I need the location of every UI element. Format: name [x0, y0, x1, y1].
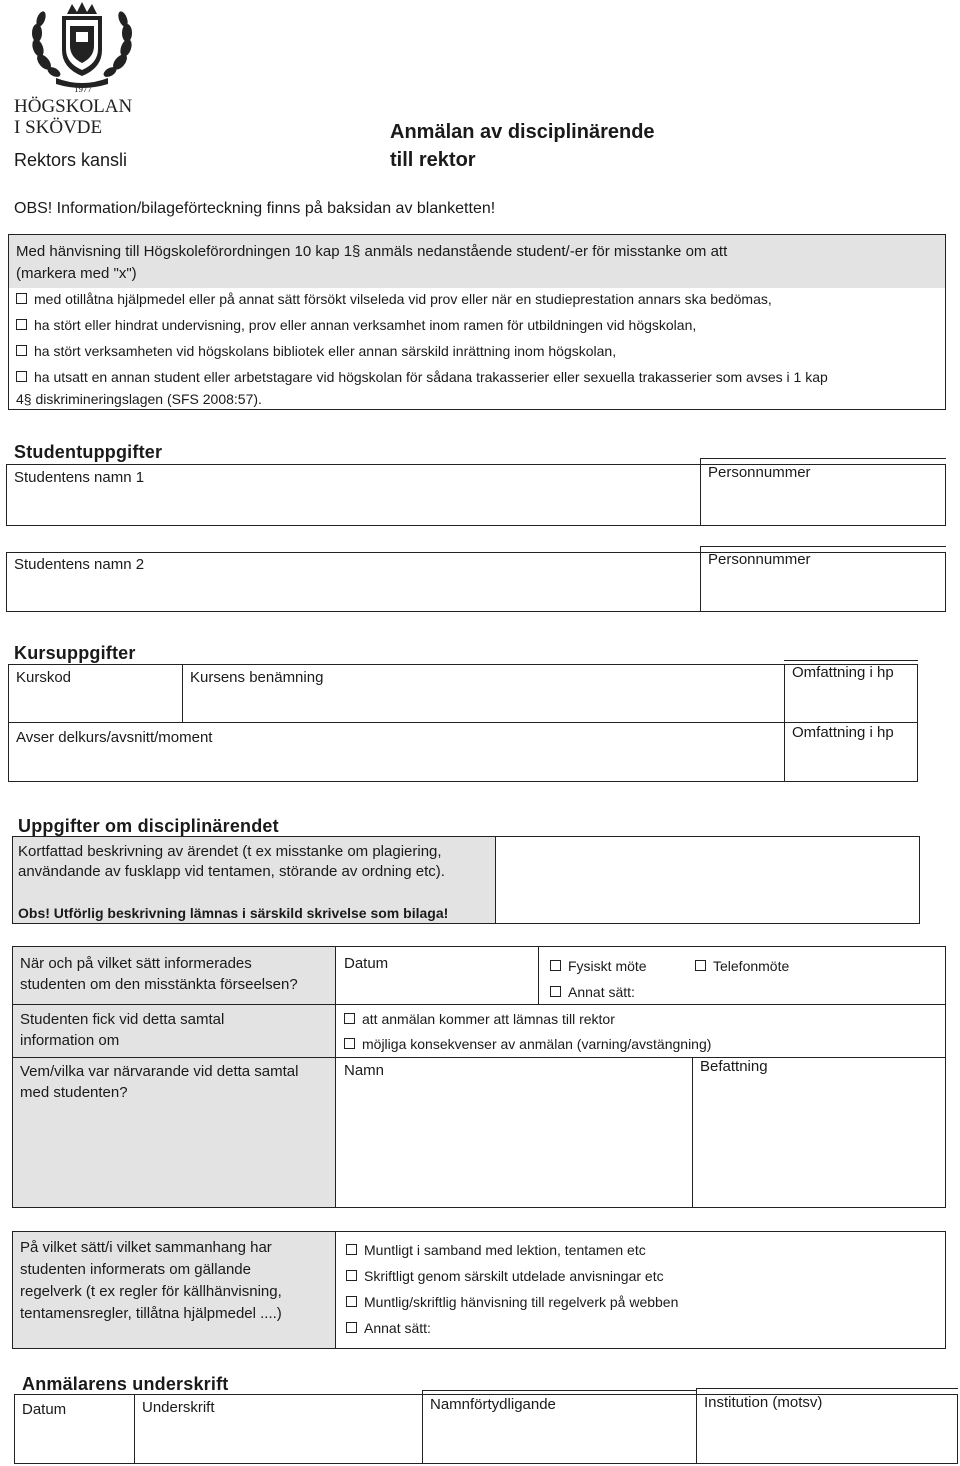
form-title-line1: Anmälan av disciplinärende	[390, 121, 655, 143]
divider	[335, 1231, 336, 1349]
divider	[182, 664, 183, 722]
divider	[134, 1394, 135, 1464]
case-section-title: Uppgifter om disciplinärendet	[18, 816, 279, 836]
course-part-field[interactable]	[10, 750, 782, 780]
info-physical-meeting-option[interactable]	[550, 957, 647, 975]
signature-date-label: Datum	[22, 1401, 67, 1418]
divider	[538, 946, 539, 1004]
checkbox[interactable]	[695, 960, 706, 971]
divider	[12, 1004, 946, 1005]
info-who-line2: med studenten?	[20, 1084, 128, 1101]
signature-institution-label: Institution (motsv)	[704, 1394, 823, 1411]
divider	[692, 1057, 693, 1208]
course-code-label: Kurskod	[16, 669, 72, 686]
student-pnr-2-label: Personnummer	[708, 551, 811, 568]
form-title	[390, 118, 655, 174]
divider	[696, 1388, 958, 1389]
info-name-field[interactable]	[340, 1082, 688, 1204]
course-section-title: Kursuppgifter	[14, 643, 136, 663]
intro-option-3-label: ha stört verksamheten vid högskolans bibliotek eller annan särskild inrättning inom högskolan,	[34, 343, 617, 359]
info-when-line2: studenten om den misstänkta förseelsen?	[20, 976, 298, 993]
intro-option-2-label: ha stört eller hindrat undervisning, prov eller annan verksamhet inom ramen för utbildningen vid högskolan,	[34, 317, 697, 333]
signature-date-field[interactable]	[16, 1422, 132, 1462]
checkbox[interactable]	[16, 319, 27, 330]
case-desc-line1: Kortfattad beskrivning av ärendet (t ex misstanke om plagiering,	[18, 843, 442, 860]
info-name-label: Namn	[344, 1062, 385, 1079]
checkbox[interactable]	[346, 1322, 357, 1333]
checkbox[interactable]	[16, 345, 27, 356]
info-when-line1: När och på vilket sätt informerades	[20, 955, 252, 972]
info-date-field[interactable]	[340, 975, 534, 1001]
checkbox[interactable]	[550, 960, 561, 971]
divider	[700, 458, 701, 526]
info-physical-meeting-label: Fysiskt möte	[568, 958, 647, 974]
info-got-line2: information om	[20, 1032, 120, 1049]
rules-option-2[interactable]	[346, 1267, 664, 1285]
case-desc-line2: användande av fusklapp vid tentamen, störande av ordning etc).	[18, 863, 445, 880]
intro-option-3[interactable]	[16, 342, 616, 360]
divider	[335, 946, 336, 1208]
logo-year: 1977	[74, 84, 92, 94]
course-name-label: Kursens benämning	[190, 669, 324, 686]
rules-option-2-label: Skriftligt genom särskilt utdelade anvisningar etc	[364, 1268, 664, 1284]
signature-institution-field[interactable]	[698, 1418, 956, 1462]
course-code-field[interactable]	[10, 690, 180, 720]
course-hp-2-field[interactable]	[786, 748, 916, 780]
rules-option-3[interactable]	[346, 1293, 678, 1311]
info-phone-meeting-option[interactable]	[695, 957, 789, 975]
form-title-line2: till rektor	[390, 149, 476, 171]
intro-option-4-label: ha utsatt en annan student eller arbetstagare vid högskolan för sådana trakasserier eller sexuella trakasserier som avses i 1 kap	[34, 369, 828, 385]
course-hp-1-label: Omfattning i hp	[792, 664, 894, 681]
intro-option-1[interactable]	[16, 290, 772, 308]
student-pnr-2-field[interactable]	[702, 574, 944, 610]
divider	[422, 1390, 696, 1391]
rules-option-1[interactable]	[346, 1241, 646, 1259]
divider	[696, 1388, 697, 1464]
checkbox[interactable]	[550, 986, 561, 997]
info-who-line1: Vem/vilka var närvarande vid detta samtal	[20, 1063, 299, 1080]
divider	[700, 546, 946, 547]
checkbox[interactable]	[346, 1244, 357, 1255]
signature-sign-field[interactable]	[136, 1422, 420, 1462]
checkbox[interactable]	[346, 1296, 357, 1307]
university-logo	[22, 2, 142, 90]
checkbox[interactable]	[344, 1013, 355, 1024]
divider	[422, 1390, 423, 1464]
signature-clarification-label: Namnförtydligande	[430, 1396, 556, 1413]
divider	[700, 546, 701, 612]
course-part-label: Avser delkurs/avsnitt/moment	[16, 729, 213, 746]
signature-sign-label: Underskrift	[142, 1399, 215, 1416]
intro-option-4[interactable]	[16, 368, 828, 386]
info-got-line1: Studenten fick vid detta samtal	[20, 1011, 225, 1028]
rules-question-line1: På vilket sätt/i vilket sammanhang har	[20, 1239, 272, 1256]
student-pnr-1-label: Personnummer	[708, 464, 811, 481]
info-got-option-2-label: möjliga konsekvenser av anmälan (varning/avstängning)	[362, 1036, 712, 1052]
obs-note: OBS! Information/bilageförteckning finns på baksidan av blanketten!	[14, 200, 496, 217]
checkbox[interactable]	[344, 1038, 355, 1049]
intro-option-2[interactable]	[16, 316, 696, 334]
divider	[784, 660, 918, 661]
info-date-label: Datum	[344, 955, 389, 972]
info-position-field[interactable]	[696, 1080, 942, 1204]
info-got-option-2[interactable]	[344, 1035, 711, 1053]
checkbox[interactable]	[16, 371, 27, 382]
student-name-1-field[interactable]	[6, 490, 698, 524]
course-hp-2-label: Omfattning i hp	[792, 724, 894, 741]
rules-question-line4: tentamensregler, tillåtna hjälpmedel ....)	[20, 1305, 282, 1322]
rules-option-3-label: Muntlig/skriftlig hänvisning till regelverk på webben	[364, 1294, 679, 1310]
case-obs-note: Obs! Utförlig beskrivning lämnas i särskild skrivelse som bilaga!	[18, 905, 449, 921]
info-got-option-1[interactable]	[344, 1010, 615, 1028]
info-phone-meeting-label: Telefonmöte	[713, 958, 790, 974]
intro-line1: Med hänvisning till Högskoleförordningen 10 kap 1§ anmäls nedanstående student/-er för misstanke om att	[16, 243, 728, 260]
crest-icon	[22, 2, 142, 90]
checkbox[interactable]	[346, 1270, 357, 1281]
signature-clarification-field[interactable]	[424, 1420, 694, 1462]
intro-option-1-label: med otillåtna hjälpmedel eller på annat sätt försökt vilseleda vid prov eller när en studieprestation annars ska bedömas,	[34, 291, 772, 307]
student-name-1-label: Studentens namn 1	[14, 469, 145, 486]
divider	[784, 664, 785, 782]
office-name: Rektors kansli	[14, 150, 128, 170]
rules-option-4[interactable]	[346, 1319, 431, 1337]
signature-section-title: Anmälarens underskrift	[22, 1374, 229, 1394]
info-got-option-1-label: att anmälan kommer att lämnas till rektor	[362, 1011, 615, 1027]
rules-question-line2: studenten informerats om gällande	[20, 1261, 251, 1278]
divider	[700, 458, 946, 459]
info-other-way-label: Annat sätt:	[568, 984, 635, 1000]
student-name-2-field[interactable]	[6, 578, 698, 610]
divider	[12, 1057, 946, 1058]
info-position-label: Befattning	[700, 1058, 768, 1075]
student-pnr-1-field[interactable]	[702, 486, 944, 524]
university-name-line2: I SKÖVDE	[14, 117, 103, 138]
rules-option-4-label: Annat sätt:	[364, 1320, 431, 1336]
rules-option-1-label: Muntligt i samband med lektion, tentamen etc	[364, 1242, 646, 1258]
info-other-way-option[interactable]	[550, 983, 635, 1001]
university-name-line1: HÖGSKOLAN	[14, 96, 133, 117]
course-hp-1-field[interactable]	[786, 688, 916, 720]
intro-line2: (markera med "x")	[16, 265, 137, 282]
student-name-2-label: Studentens namn 2	[14, 556, 145, 573]
course-name-field[interactable]	[184, 690, 782, 720]
student-section-title: Studentuppgifter	[14, 442, 163, 462]
rules-question-line3: regelverk (t ex regler för källhänvisning,	[20, 1283, 282, 1300]
divider	[8, 722, 918, 723]
intro-option-4-continued: 4§ diskrimineringslagen (SFS 2008:57).	[16, 391, 262, 407]
case-description-field[interactable]	[496, 836, 920, 924]
checkbox[interactable]	[16, 293, 27, 304]
